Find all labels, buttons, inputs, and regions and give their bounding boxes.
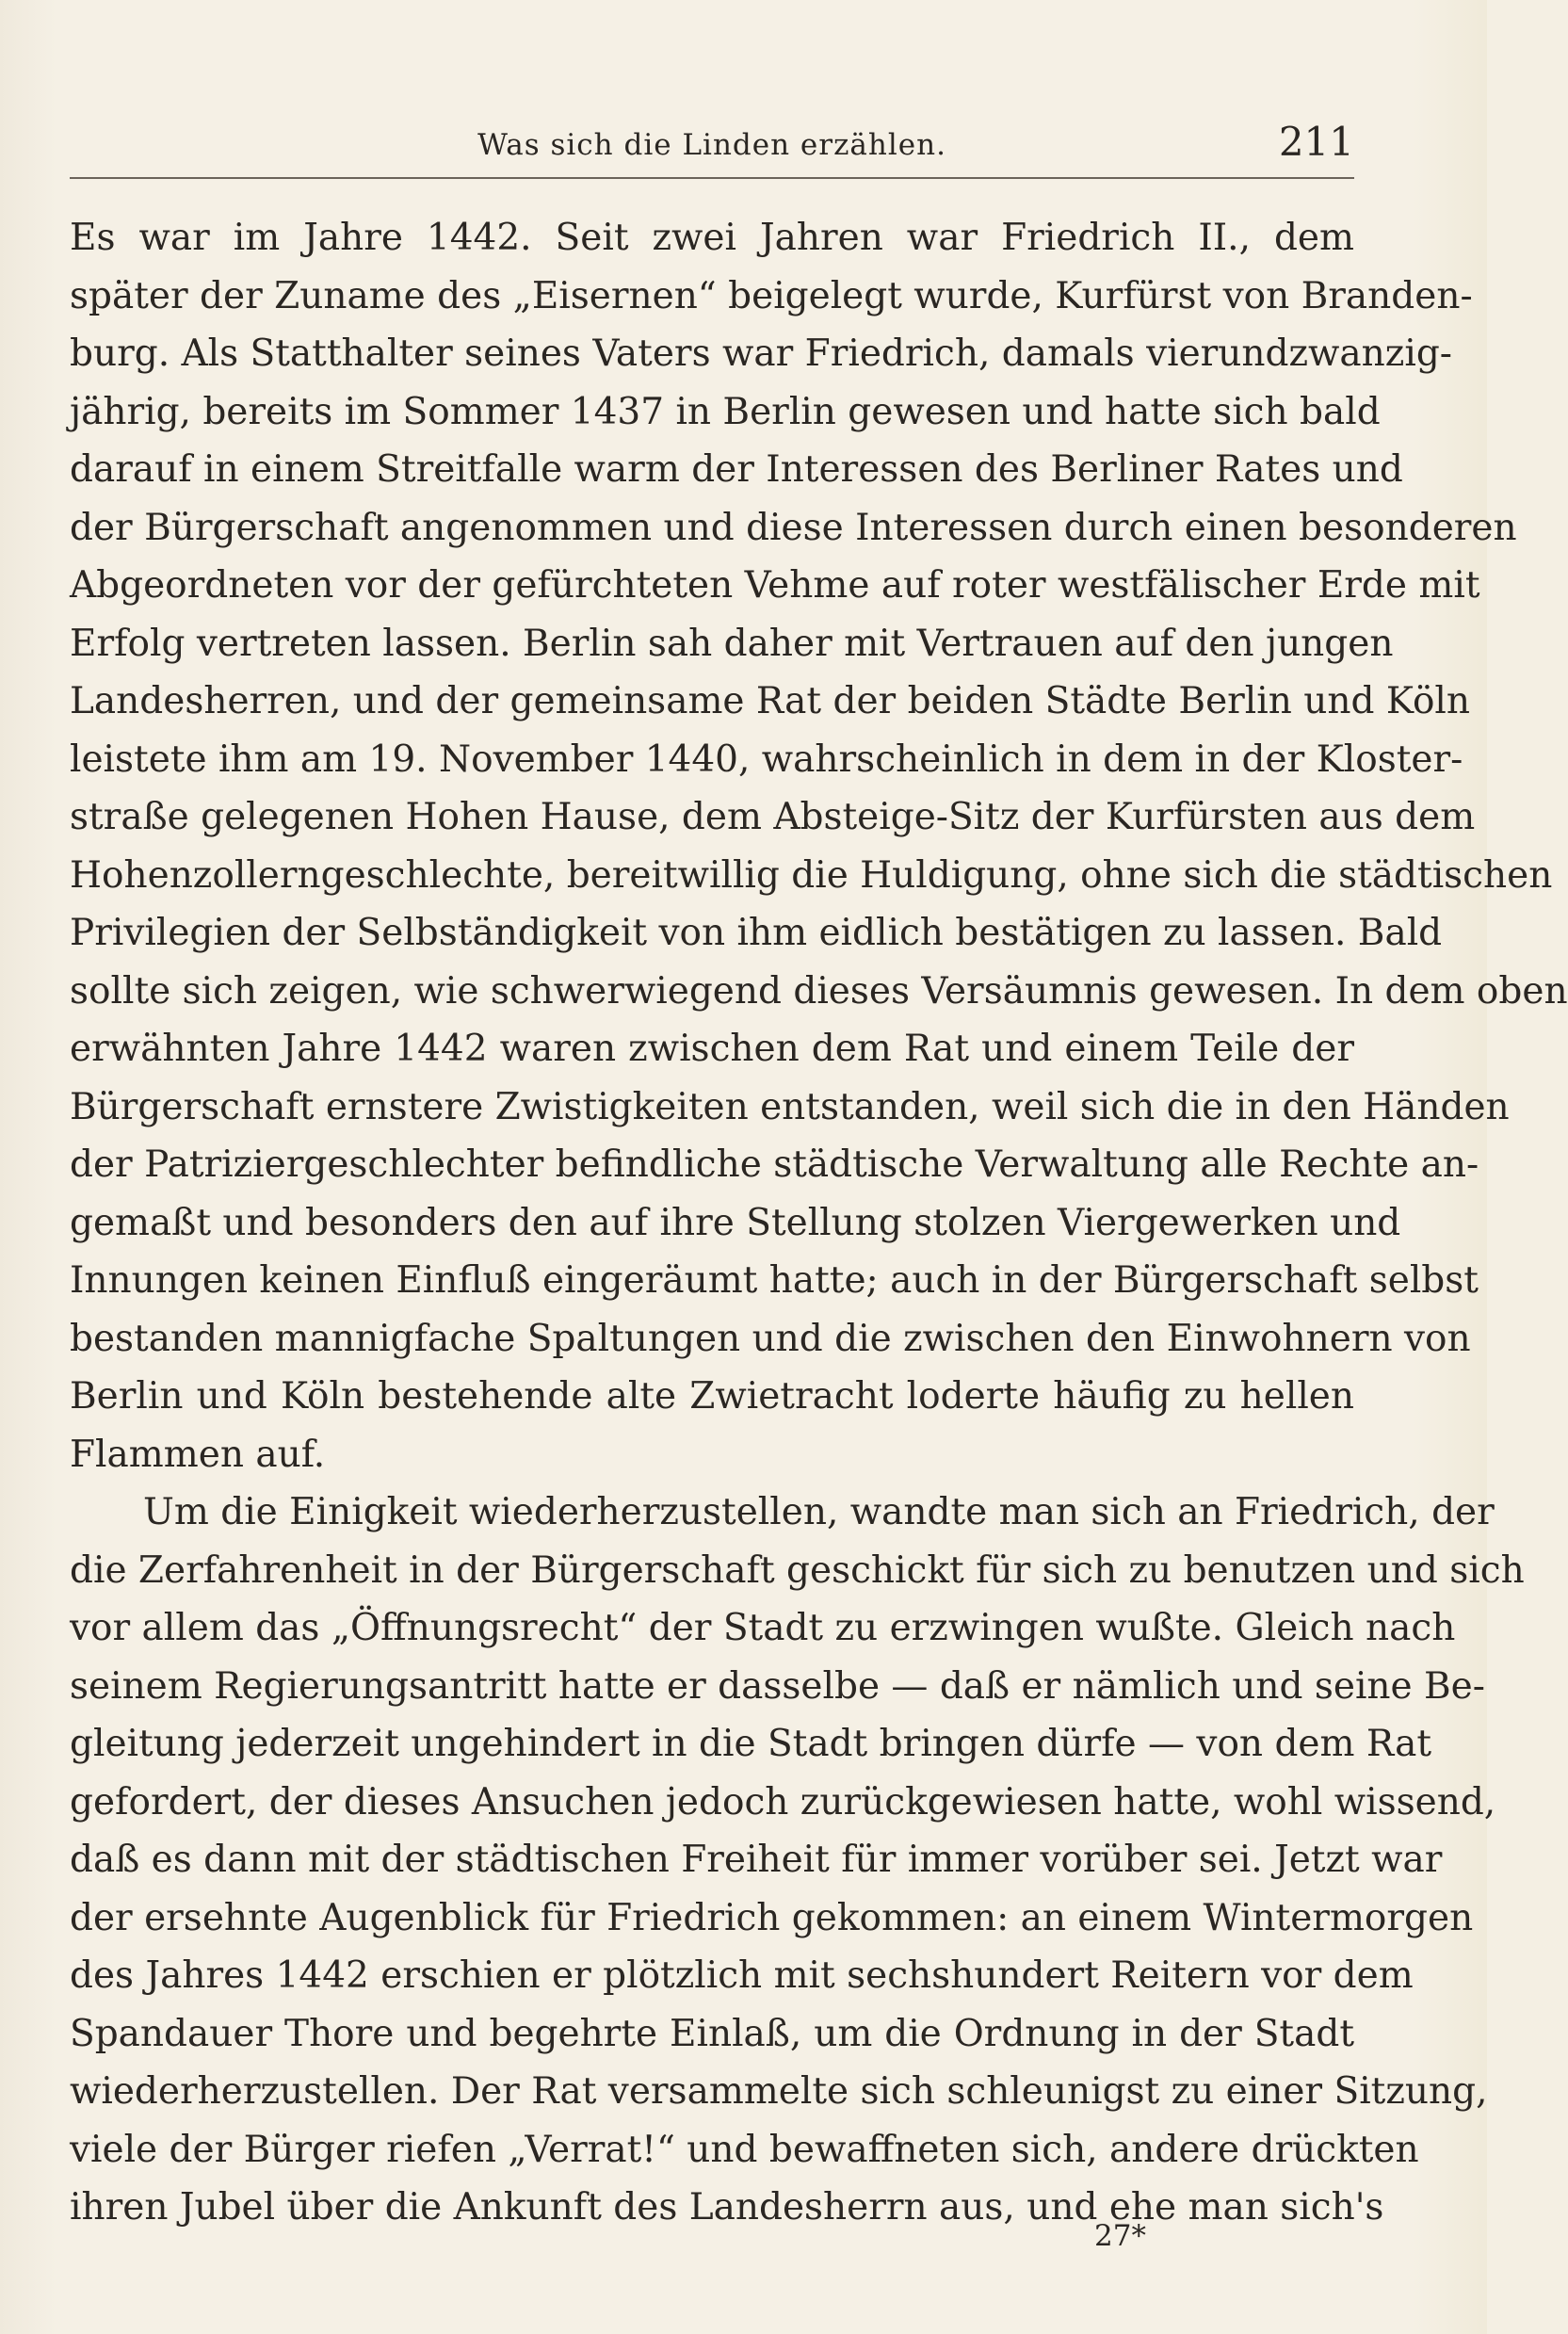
text-line: gemaßt und besonders den auf ihre Stellung stolzen Viergewerken und (70, 1201, 1401, 1244)
text-line: seinem Regierungsantritt hatte er dasselbe — daß er nämlich und seine Be- (70, 1664, 1485, 1708)
text-line: Innungen keinen Einfluß eingeräumt hatte; auch in der Bürgerschaft selbst (70, 1259, 1479, 1302)
text-line: straße gelegenen Hohen Hause, dem Absteige-Sitz der Kurfürsten aus dem (70, 796, 1476, 838)
text-line: Erfolg vertreten lassen. Berlin sah daher mit Vertrauen auf den jungen (70, 622, 1394, 665)
text-line: erwähnten Jahre 1442 waren zwischen dem Rat und einem Teile der (70, 1028, 1354, 1070)
text-line: der Patriziergeschlechter befindliche städtische Verwaltung alle Rechte an- (70, 1143, 1479, 1186)
text-line: leistete ihm am 19. November 1440, wahrscheinlich in dem in der Kloster- (70, 737, 1463, 781)
text-line: viele der Bürger riefen „Verrat!“ und bewaffneten sich, andere drückten (70, 2128, 1419, 2171)
paragraph-start-line: Um die Einigkeit wiederherzustellen, wandte man sich an Friedrich, der (143, 1491, 1495, 1533)
text-line: die Zerfahrenheit in der Bürgerschaft geschickt für sich zu benutzen und sich (70, 1548, 1525, 1592)
text-line: Berlin und Köln bestehende alte Zwietracht loderte häufig zu hellen (70, 1375, 1354, 1418)
text-line: daß es dann mit der städtischen Freiheit für immer vorüber sei. Jetzt war (70, 1839, 1443, 1881)
text-line: Es war im Jahre 1442. Seit zwei Jahren war Friedrich II., dem (70, 217, 1354, 259)
text-line: Privilegien der Selbständigkeit von ihm eidlich bestätigen zu lassen. Bald (70, 912, 1443, 954)
text-line: ihren Jubel über die Ankunft des Landesherrn aus, und ehe man sich's (70, 2186, 1384, 2229)
text-line: jährig, bereits im Sommer 1437 in Berlin gewesen und hatte sich bald (70, 390, 1381, 433)
text-line: Hohenzollerngeschlechte, bereitwillig die Huldigung, ohne sich die städtischen (70, 853, 1553, 897)
text-line: bestanden mannigfache Spaltungen und die zwischen den Einwohnern von (70, 1317, 1471, 1360)
paragraph-end-line: Flammen auf. (70, 1433, 326, 1476)
text-line: Spandauer Thore und begehrte Einlaß, um die Ordnung in der Stadt (70, 2012, 1354, 2055)
running-head (70, 119, 1354, 175)
text-line: der Bürgerschaft angenommen und diese Interessen durch einen besonderen (70, 506, 1517, 549)
text-line: vor allem das „Öffnungsrecht“ der Stadt zu erzwingen wußte. Gleich nach (70, 1607, 1456, 1649)
header-rule (70, 177, 1354, 179)
text-line: des Jahres 1442 erschien er plötzlich mit sechshundert Reitern vor dem (70, 1954, 1414, 1997)
text-line: gleitung jederzeit ungehindert in die Stadt bringen dürfe — von dem Rat (70, 1723, 1432, 1765)
text-line: später der Zuname des „Eisernen“ beigelegt wurde, Kurfürst von Branden- (70, 274, 1473, 317)
text-line: sollte sich zeigen, wie schwerwiegend dieses Versäumnis gewesen. In dem oben (70, 969, 1568, 1013)
signature-mark: 27* (1094, 2219, 1146, 2253)
text-line: wiederherzustellen. Der Rat versammelte sich schleunigst zu einer Sitzung, (70, 2070, 1488, 2113)
text-line: Abgeordneten vor der gefürchteten Vehme auf roter westfälischer Erde mit (70, 564, 1480, 607)
text-line: der ersehnte Augenblick für Friedrich gekommen: an einem Wintermorgen (70, 1896, 1474, 1939)
text-line: Landesherren, und der gemeinsame Rat der beiden Städte Berlin und Köln (70, 680, 1471, 722)
text-line: darauf in einem Streitfalle warm der Interessen des Berliner Rates und (70, 448, 1403, 491)
text-line: gefordert, der dieses Ansuchen jedoch zurückgewiesen hatte, wohl wissend, (70, 1780, 1496, 1823)
text-line: burg. Als Statthalter seines Vaters war Friedrich, damals vierundzwanzig- (70, 332, 1452, 375)
running-title: Was sich die Linden erzählen. (477, 128, 946, 162)
page-number: 211 (1278, 119, 1354, 165)
body-text (70, 209, 1568, 2237)
text-line: Bürgerschaft ernstere Zwistigkeiten entstanden, weil sich die in den Händen (70, 1085, 1510, 1128)
